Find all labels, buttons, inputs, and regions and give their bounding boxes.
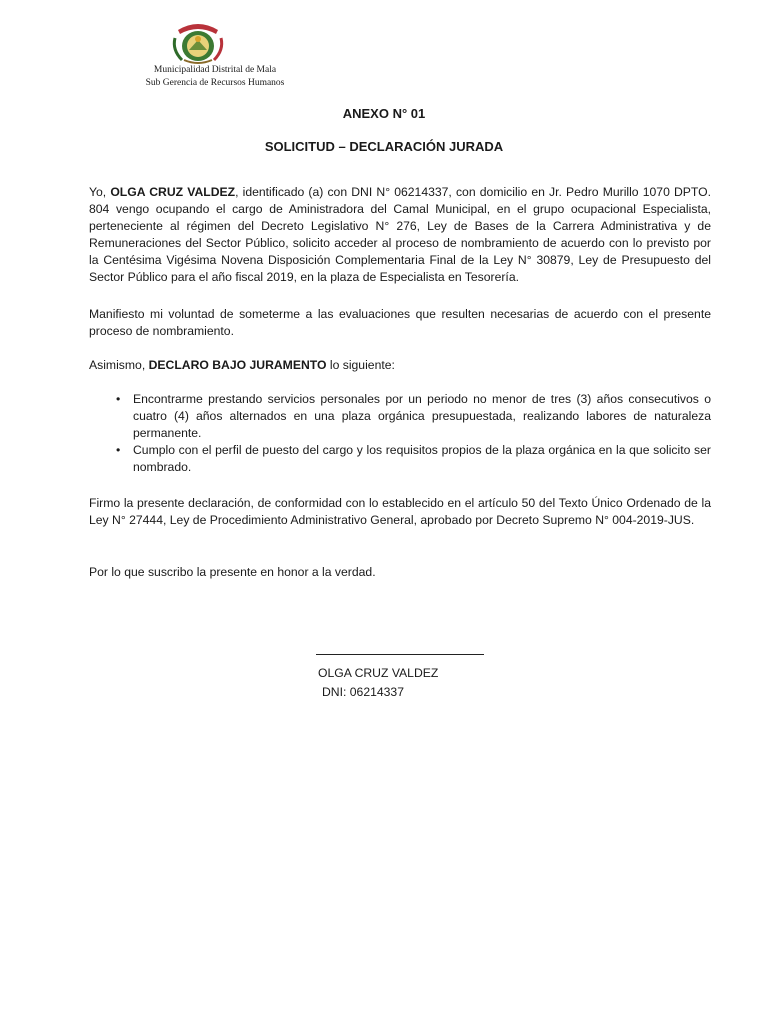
department-name: Sub Gerencia de Recursos Humanos: [145, 78, 285, 88]
document-subtitle: SOLICITUD – DECLARACIÓN JURADA: [264, 139, 504, 154]
declarant-name: OLGA CRUZ VALDEZ: [110, 185, 236, 199]
para1-pre: Yo,: [89, 185, 111, 199]
institution-header: [120, 64, 310, 90]
signature-line: [316, 654, 484, 655]
para1-post: , identificado (a) con DNI N° 06214337, con domicilio en Jr. Pedro Murillo 1070 DPTO. 804 vengo ocupando el cargo de Aministradora del Camal Municipal, en el grupo ocupacional Especialista, perteneciente al régimen del Decreto Legislativo N° 276, Ley de Bases de la Carrera Administrativa y de Remuneraciones del Sector Público, solicito acceder al proceso de nombramiento de acuerdo con lo previsto por la Centésima Vigésima Novena Disposición Complementaria Final de la Ley N° 30879, Ley de Presupuesto del Sector Público para el año fiscal 2019, en la plaza de Especialista en Tesorería.: [89, 185, 712, 284]
paragraph-declaration-intro: [89, 357, 711, 374]
declaration-phrase: DECLARO BAJO JURAMENTO: [148, 358, 327, 372]
municipal-coat-of-arms-logo: [170, 20, 226, 66]
institution-name: Municipalidad Distrital de Mala: [153, 65, 277, 75]
bullet-icon: •: [116, 392, 121, 406]
document-title: ANEXO N° 01: [342, 106, 426, 121]
signatory-dni: DNI: 06214337: [322, 685, 404, 699]
list-item-text: Cumplo con el perfil de puesto del cargo y los requisitos propios de la plaza orgánica en la que solicito ser nombrado.: [133, 443, 711, 474]
para3-post: lo siguiente:: [326, 358, 395, 372]
list-item-text: Encontrarme prestando servicios personales por un periodo no menor de tres (3) años consecutivos o cuatro (4) años alternados en una plaza orgánica presupuestada, realizando labores de naturaleza permanente.: [133, 392, 711, 440]
paragraph-willingness: Manifiesto mi voluntad de someterme a las evaluaciones que resulten necesarias de acuerdo con el presente proceso de nombramiento.: [89, 307, 711, 338]
signatory-name: OLGA CRUZ VALDEZ: [318, 666, 439, 680]
paragraph-legal-basis: Firmo la presente declaración, de conformidad con lo establecido en el artículo 50 del Texto Único Ordenado de la Ley N° 27444, Ley de Procedimiento Administrativo General, aprobado por Decreto Supremo N° 004-2019-JUS.: [89, 496, 711, 527]
paragraph-identification: [89, 184, 711, 286]
paragraph-closing: Por lo que suscribo la presente en honor a la verdad.: [89, 565, 376, 579]
bullet-icon: •: [116, 443, 121, 457]
para3-pre: Asimismo,: [89, 358, 149, 372]
declaration-list: [89, 391, 711, 476]
list-item: [89, 391, 711, 442]
list-item: [89, 442, 711, 476]
